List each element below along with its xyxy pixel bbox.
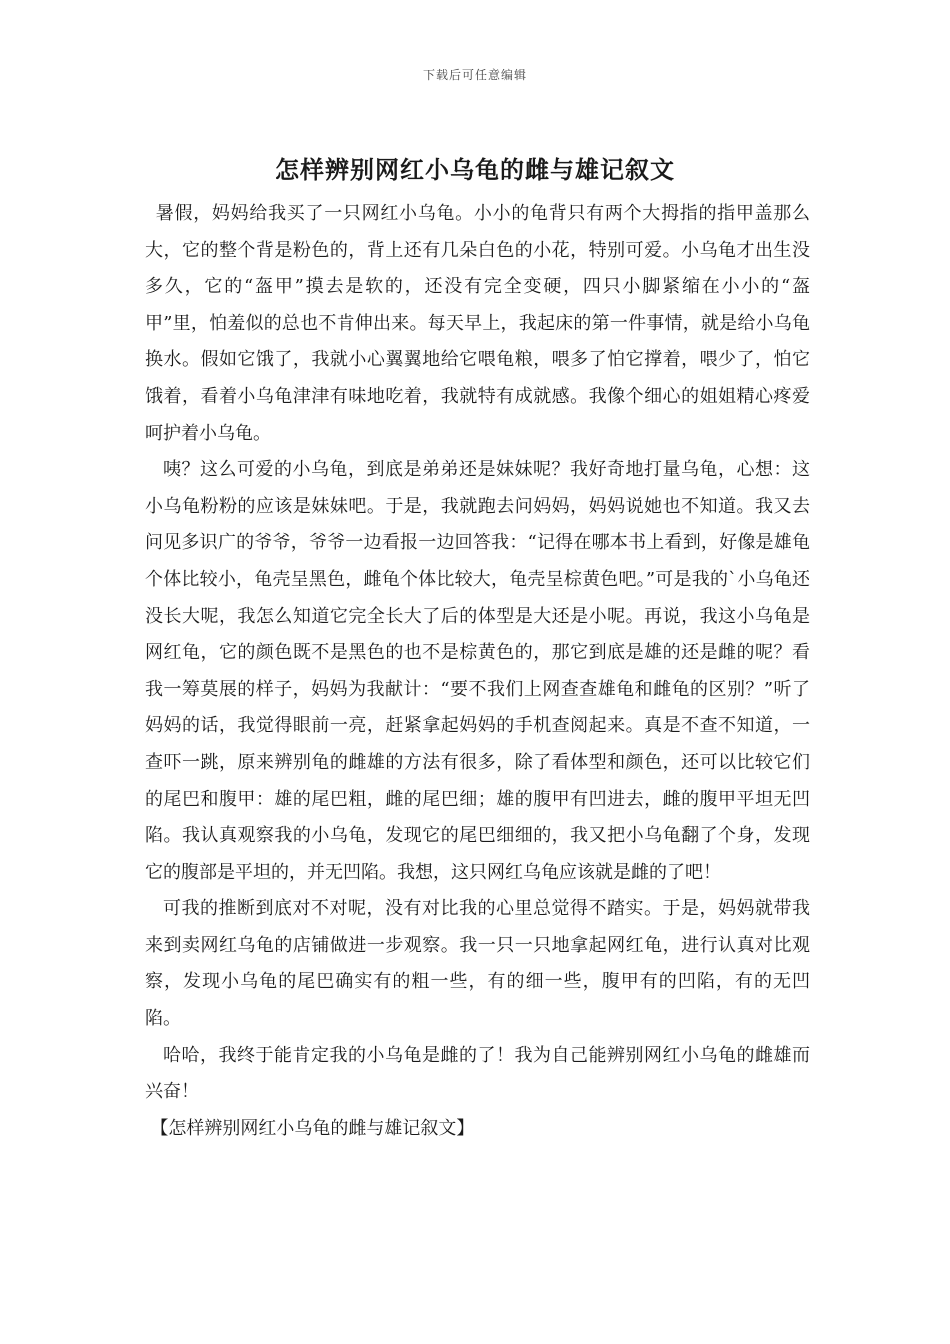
footer-title: 【怎样辨别网红小乌龟的雌与雄记叙文】 (150, 1117, 475, 1139)
header-note: 下载后可任意编辑 (422, 68, 527, 82)
paragraph-4: 哈哈，我终于能肯定我的小乌龟是雌的了！我为自己能辨别网红小乌龟的雌雄而兴奋！ (145, 1044, 810, 1103)
paragraph-2: 咦？这么可爱的小乌龟，到底是弟弟还是妹妹呢？我好奇地打量乌龟，心想：这小乌龟粉粉的应该是妹妹吧。于是，我就跑去问妈妈，妈妈说她也不知道。我又去问见多识广的爷爷，爷爷一边看报一边回答我：“记得在哪本书上看到，好像是雄龟个体比较小，龟壳呈黑色，雌龟个体比较大，龟壳呈棕黄色吧。”可是我的`小乌龟还没长大呢，我怎么知道它完全长大了后的体型是大还是小呢。再说，我这小乌龟是网红龟，它的颜色既不是黑色的也不是棕黄色的，那它到底是雄的还是雌的呢？看我一筹莫展的样子，妈妈为我献计：“要不我们上网查查雄龟和雌龟的区别？”听了妈妈的话，我觉得眼前一亮，赶紧拿起妈妈的手机查阅起来。真是不查不知道，一查吓一跳，原来辨别龟的雌雄的方法有很多，除了看体型和颜色，还可以比较它们的尾巴和腹甲：雄的尾巴粗，雌的尾巴细；雄的腹甲有凹进去，雌的腹甲平坦无凹陷。我认真观察我的小乌龟，发现它的尾巴细细的，我又把小乌龟翻了个身，发现它的腹部是平坦的，并无凹陷。我想，这只网红乌龟应该就是雌的了吧！ (145, 459, 810, 883)
paragraph-1: 暑假，妈妈给我买了一只网红小乌龟。小小的龟背只有两个大拇指的指甲盖那么大，它的整个背是粉色的，背上还有几朵白色的小花，特别可爱。小乌龟才出生没多久，它的“盔甲”摸去是软的，还没有完全变硬，四只小脚紧缩在小小的“盔甲”里，怕羞似的总也不肯伸出来。每天早上，我起床的第一件事情，就是给小乌龟换水。假如它饿了，我就小心翼翼地给它喂龟粮，喂多了怕它撑着，喂少了，怕它饿着，看着小乌龟津津有味地吃着，我就特有成就感。我像个细心的姐姐精心疼爱呵护着小乌龟。 (145, 203, 810, 444)
article-body (145, 196, 810, 1147)
page-title: 怎样辨别网红小乌龟的雌与雄记叙文 (275, 155, 675, 184)
paragraph-3: 可我的推断到底对不对呢，没有对比我的心里总觉得不踏实。于是，妈妈就带我来到卖网红乌龟的店铺做进一步观察。我一只一只地拿起网红龟，进行认真对比观察，发现小乌龟的尾巴确实有的粗一些，有的细一些，腹甲有的凹陷，有的无凹陷。 (145, 898, 810, 1030)
